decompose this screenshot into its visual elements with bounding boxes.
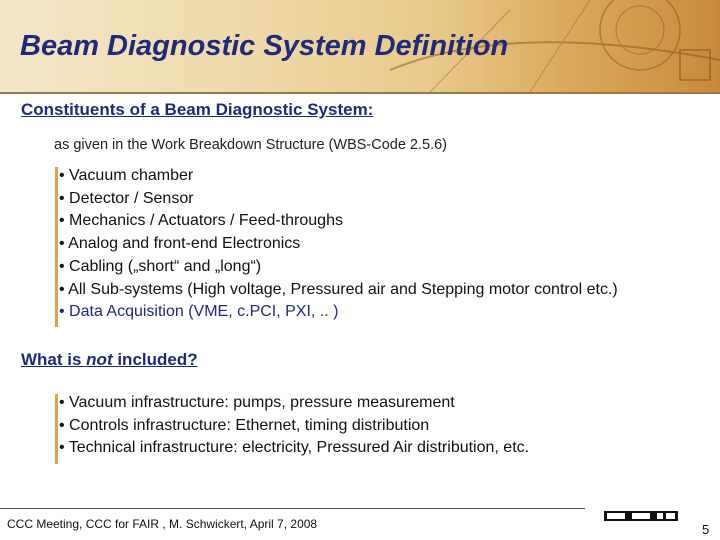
- section2-heading-post: included?: [112, 350, 198, 369]
- slide-title: Beam Diagnostic System Definition: [20, 30, 509, 62]
- footer-text: CCC Meeting, CCC for FAIR , M. Schwickert, April 7, 2008: [7, 517, 318, 531]
- section1-subtext: as given in the Work Breakdown Structure (WBS-Code 2.5.6): [54, 137, 448, 153]
- section1-heading: Constituents of a Beam Diagnostic System:: [21, 100, 374, 119]
- excluded-list: [55, 392, 529, 460]
- footer-divider: [0, 508, 585, 509]
- accent-bar: [55, 394, 58, 464]
- gsi-logo: [604, 508, 678, 524]
- constituents-list: [55, 165, 618, 324]
- list-item: • Data Acquisition (VME, c.PCI, PXI, .. ): [59, 303, 339, 321]
- list-item: • Vacuum infrastructure: pumps, pressure measurement: [59, 394, 455, 411]
- list-item: • Technical infrastructure: electricity, Pressured Air distribution, etc.: [59, 439, 530, 457]
- header-banner: [0, 0, 720, 92]
- section2-heading-em: not: [86, 350, 113, 369]
- list-item: • Mechanics / Actuators / Feed-throughs: [59, 212, 343, 230]
- list-item: • Controls infrastructure: Ethernet, timing distribution: [59, 416, 430, 434]
- list-item: • All Sub-systems (High voltage, Pressured air and Stepping motor control etc.): [59, 280, 618, 298]
- list-item: • Analog and front-end Electronics: [59, 235, 301, 253]
- section2-heading: [21, 350, 198, 370]
- list-item: • Detector / Sensor: [59, 189, 194, 207]
- list-item: • Cabling („short“ and „long“): [59, 257, 262, 275]
- page-number: 5: [702, 522, 710, 537]
- accent-bar: [55, 167, 58, 327]
- header-divider: [0, 92, 720, 94]
- section2-heading-pre: What is: [21, 350, 87, 369]
- list-item: • Vacuum chamber: [59, 167, 194, 184]
